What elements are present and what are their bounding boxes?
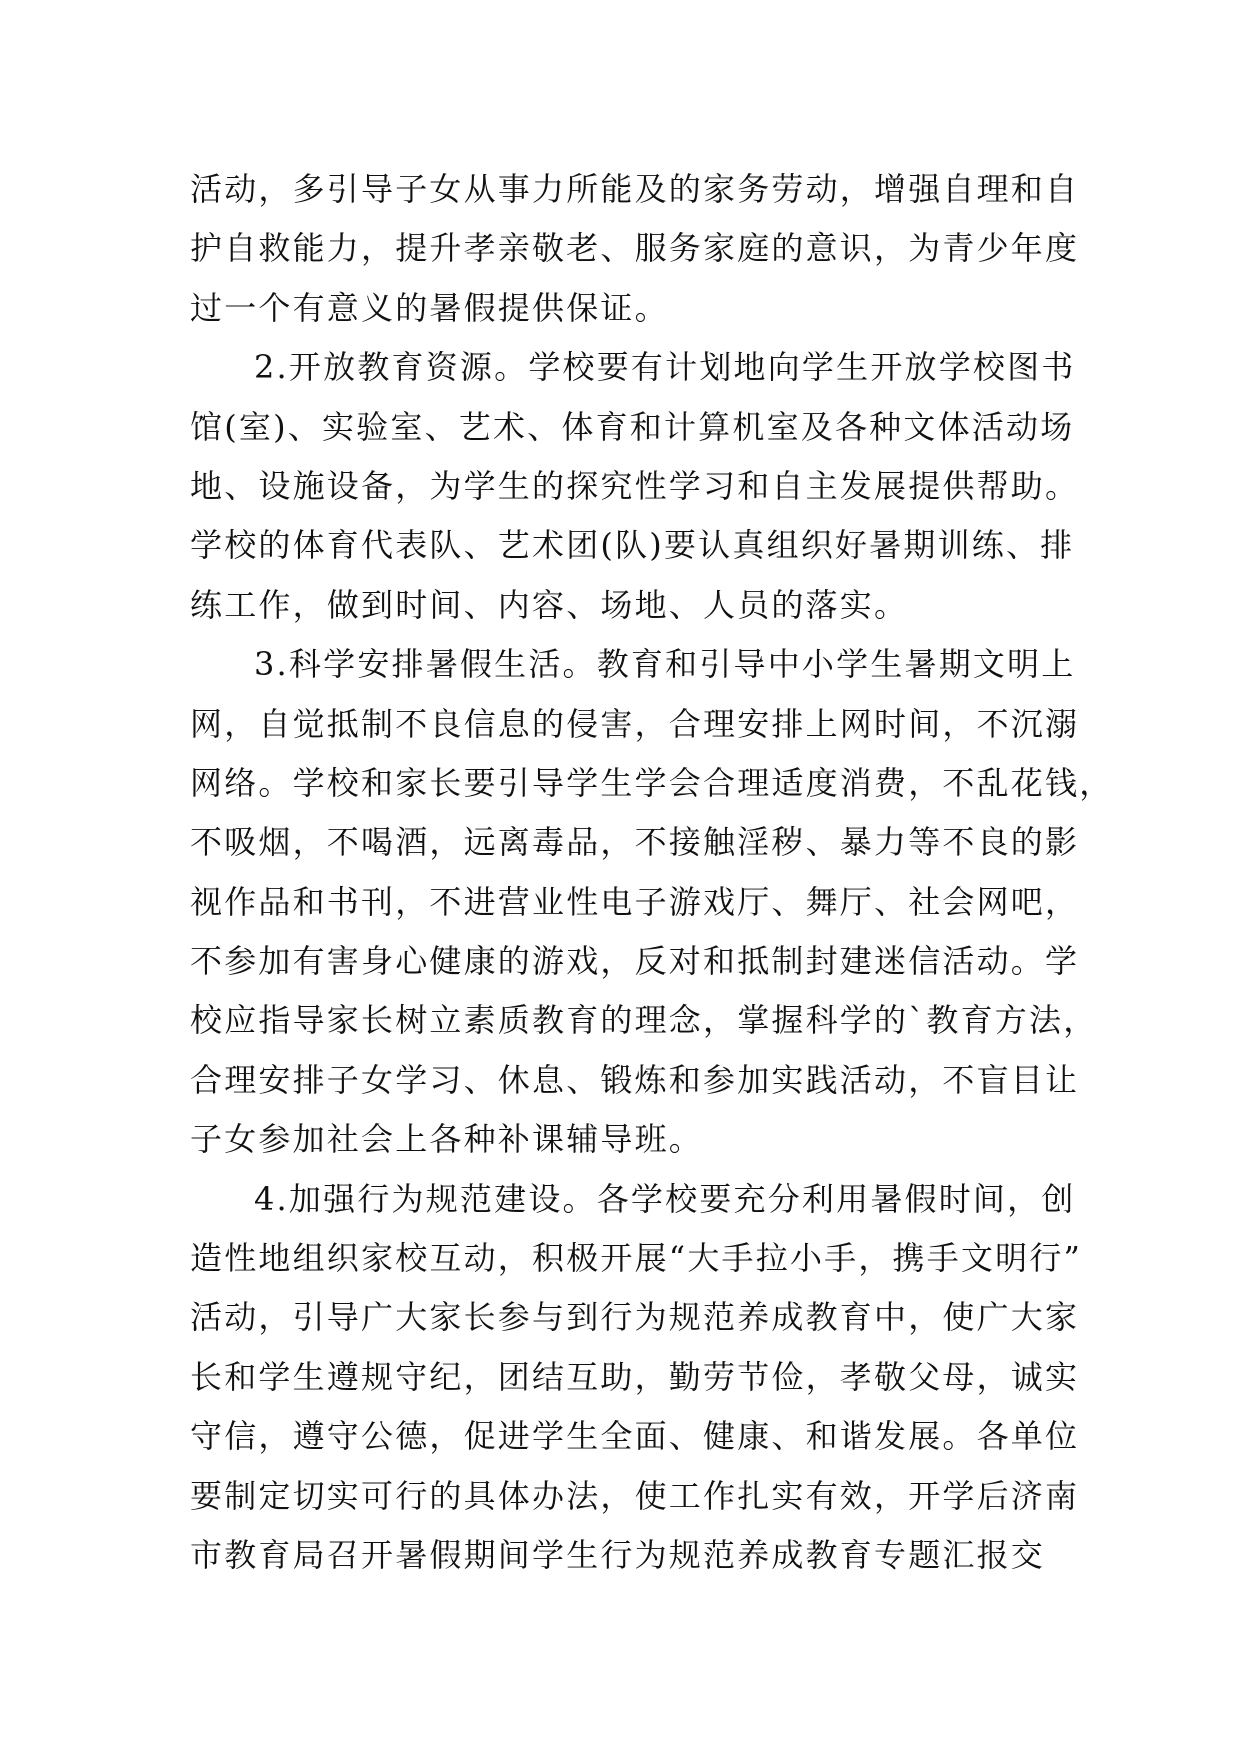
text-line: 合理安排子女学习、休息、锻炼和参加实践活动，不盲目让	[190, 1060, 1080, 1099]
text-line: 网络。学校和家长要引导学生学会合理适度消费，不乱花钱，	[190, 763, 1114, 802]
text-line: 不参加有害身心健康的游戏，反对和抵制封建迷信活动。学	[190, 942, 1080, 981]
paragraph-3-start: 3.科学安排暑假生活。教育和引导中小学生暑期文明上	[254, 645, 1076, 684]
text-line: 守信，遵守公德，促进学生全面、健康、和谐发展。各单位	[190, 1417, 1080, 1456]
text-line: 学校的体育代表队、艺术团(队)要认真组织好暑期训练、排	[190, 526, 1075, 565]
text-line: 活动，多引导子女从事力所能及的家务劳动，增强自理和自	[190, 170, 1080, 208]
text-line: 地、设施设备，为学生的探究性学习和自主发展提供帮助。	[190, 466, 1080, 505]
text-line: 不吸烟，不喝酒，远离毒品，不接触淫秽、暴力等不良的影	[190, 823, 1080, 862]
text-line: 活动，引导广大家长参与到行为规范养成教育中，使广大家	[190, 1298, 1080, 1337]
text-line: 校应指导家长树立素质教育的理念，掌握科学的`教育方法，	[190, 1001, 1098, 1040]
text-line: 子女参加社会上各种补课辅导班。	[190, 1120, 704, 1159]
text-line: 网，自觉抵制不良信息的侵害，合理安排上网时间，不沉溺	[190, 704, 1080, 743]
text-line: 过一个有意义的暑假提供保证。	[190, 288, 669, 327]
text-line: 造性地组织家校互动，积极开展“大手拉小手，携手文明行”	[190, 1239, 1083, 1278]
paragraph-2-start: 2.开放教育资源。学校要有计划地向学生开放学校图书	[254, 348, 1076, 387]
text-line: 馆(室)、实验室、艺术、体育和计算机室及各种文体活动场	[190, 407, 1075, 446]
text-line: 护自救能力，提升孝亲敬老、服务家庭的意识，为青少年度	[190, 229, 1080, 268]
paragraph-4-start: 4.加强行为规范建设。各学校要充分利用暑假时间，创	[254, 1179, 1076, 1218]
body-text	[190, 160, 1114, 1585]
text-line: 视作品和书刊，不进营业性电子游戏厅、舞厅、社会网吧，	[190, 882, 1080, 921]
text-line: 市教育局召开暑假期间学生行为规范养成教育专题汇报交	[190, 1535, 1046, 1574]
text-line: 练工作，做到时间、内容、场地、人员的落实。	[190, 585, 909, 624]
text-line: 要制定切实可行的具体办法，使工作扎实有效，开学后济南	[190, 1476, 1080, 1515]
text-line: 长和学生遵规守纪，团结互助，勤劳节俭，孝敬父母，诚实	[190, 1357, 1080, 1396]
